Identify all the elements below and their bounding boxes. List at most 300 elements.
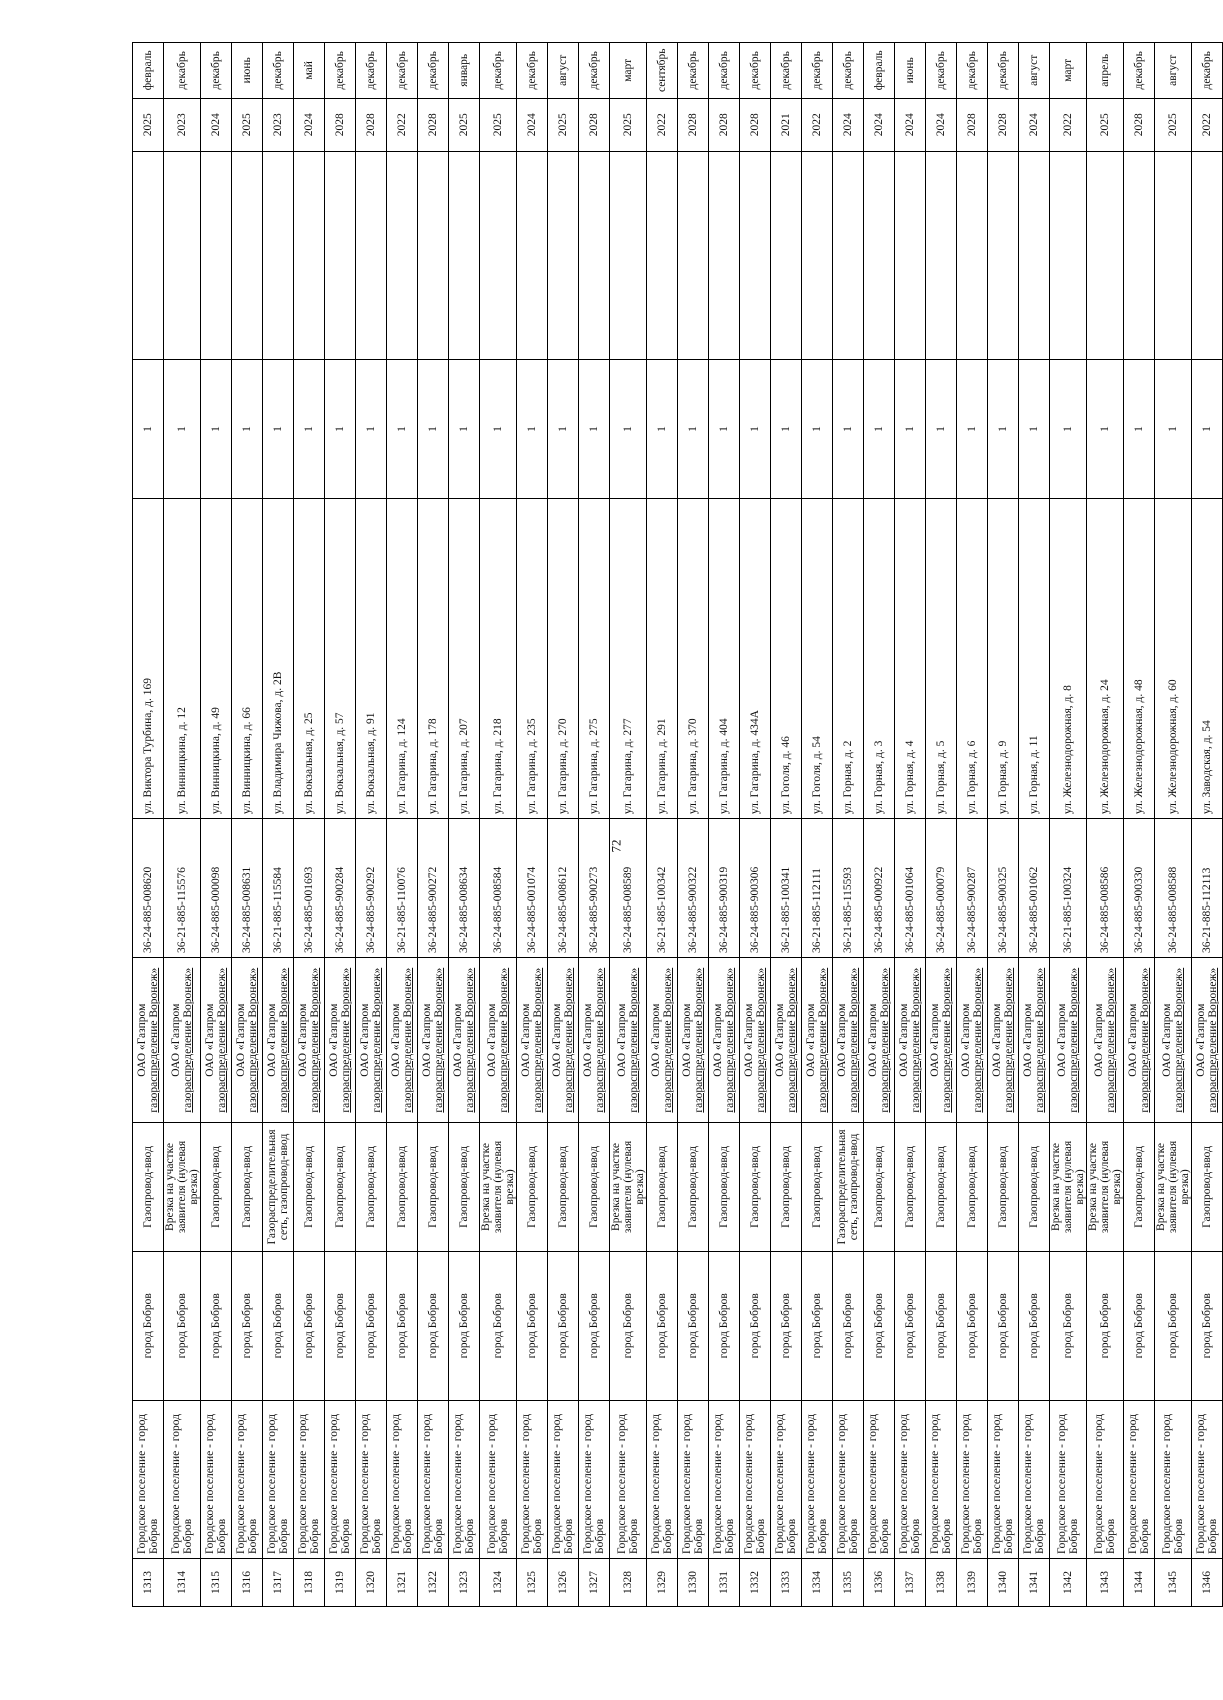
object-type-cell: Газопровод-ввод — [988, 1123, 1019, 1251]
locality-cell: город Бобров — [864, 1251, 895, 1400]
empty-cell — [610, 151, 647, 359]
municipality-cell: Городское поселение - город Бобров — [1192, 1400, 1223, 1558]
organization-line-1: ОАО «Газпром — [297, 1003, 309, 1077]
organization-line-2: газораспределение Воронеж» — [216, 967, 228, 1113]
municipality-cell: Городское поселение - город Бобров — [325, 1400, 356, 1558]
locality-cell: город Бобров — [1087, 1251, 1124, 1400]
quantity-cell: 1 — [480, 360, 517, 499]
row-number: 1330 — [678, 1558, 709, 1606]
organization-line-2: газораспределение Воронеж» — [1207, 967, 1219, 1113]
page-number: 72 — [608, 839, 624, 853]
object-code-cell: 36-24-885-900319 — [709, 819, 740, 958]
empty-cell — [647, 151, 678, 359]
organization-line-2: газораспределение Воронеж» — [247, 967, 259, 1113]
object-type-cell: Газопровод-ввод — [133, 1123, 164, 1251]
address-cell: ул. Гагарина, д. 235 — [517, 498, 548, 818]
row-number: 1328 — [610, 1558, 647, 1606]
organization-line-2: газораспределение Воронеж» — [1173, 967, 1185, 1113]
empty-cell — [926, 151, 957, 359]
row-number: 1326 — [548, 1558, 579, 1606]
table-row — [1087, 43, 1124, 1607]
table-row — [133, 43, 164, 1607]
organization-line-1: ОАО «Газпром — [960, 1003, 972, 1077]
organization-line-2: газораспределение Воронеж» — [278, 967, 290, 1113]
month-cell: декабрь — [802, 43, 833, 99]
object-code-cell: 36-21-885-115593 — [833, 819, 864, 958]
locality-cell: город Бобров — [579, 1251, 610, 1400]
month-cell: декабрь — [263, 43, 294, 99]
table-row — [1019, 43, 1050, 1607]
organization-line-1: ОАО «Газпром — [712, 1003, 724, 1077]
quantity-cell: 1 — [1019, 360, 1050, 499]
object-type-cell: Газопровод-ввод — [294, 1123, 325, 1251]
organization-line-2: газораспределение Воронеж» — [464, 967, 476, 1113]
address-cell: ул. Вокзальная, д. 57 — [325, 498, 356, 818]
object-type-cell: Газопровод-ввод — [356, 1123, 387, 1251]
year-cell: 2024 — [201, 98, 232, 151]
municipality-cell: Городское поселение - город Бобров — [356, 1400, 387, 1558]
address-cell: ул. Горная, д. 2 — [833, 498, 864, 818]
municipality-cell: Городское поселение - город Бобров — [740, 1400, 771, 1558]
row-number: 1342 — [1050, 1558, 1087, 1606]
locality-cell: город Бобров — [833, 1251, 864, 1400]
organization-line-2: газораспределение Воронеж» — [594, 967, 606, 1113]
row-number: 1325 — [517, 1558, 548, 1606]
municipality-cell: Городское поселение - город Бобров — [709, 1400, 740, 1558]
organization-line-1: ОАО «Газпром — [681, 1003, 693, 1077]
empty-cell — [579, 151, 610, 359]
address-cell: ул. Гагарина, д. 434А — [740, 498, 771, 818]
organization-line-2: газораспределение Воронеж» — [628, 967, 640, 1113]
quantity-cell: 1 — [1050, 360, 1087, 499]
object-type-cell: Газопровод-ввод — [678, 1123, 709, 1251]
address-cell: ул. Горная, д. 5 — [926, 498, 957, 818]
organization-line-1: ОАО «Газпром — [486, 1003, 498, 1077]
table-row — [294, 43, 325, 1607]
object-type-cell: Врезка на участке заявителя (нулевая врезка) — [480, 1123, 517, 1251]
object-code-cell: 36-24-885-000098 — [201, 819, 232, 958]
object-code-cell: 36-24-885-900330 — [1124, 819, 1155, 958]
empty-cell — [1155, 151, 1192, 359]
quantity-cell: 1 — [1124, 360, 1155, 499]
year-cell: 2025 — [548, 98, 579, 151]
year-cell: 2028 — [418, 98, 449, 151]
year-cell: 2022 — [802, 98, 833, 151]
municipality-cell: Городское поселение - город Бобров — [294, 1400, 325, 1558]
object-type-cell: Врезка на участке заявителя (нулевая врезка) — [164, 1123, 201, 1251]
organization-line-1: ОАО «Газпром — [616, 1003, 628, 1077]
locality-cell: город Бобров — [740, 1251, 771, 1400]
organization-line-2: газораспределение Воронеж» — [941, 967, 953, 1113]
empty-cell — [740, 151, 771, 359]
month-cell: март — [1050, 43, 1087, 99]
empty-cell — [771, 151, 802, 359]
organization-line-1: ОАО «Газпром — [390, 1003, 402, 1077]
organization-line-2: газораспределение Воронеж» — [662, 967, 674, 1113]
organization-line-1: ОАО «Газпром — [1056, 1003, 1068, 1077]
organization-cell — [418, 957, 449, 1122]
object-type-cell: Газораспределительная сеть, газопровод-ввод — [833, 1123, 864, 1251]
organization-line-1: ОАО «Газпром — [1127, 1003, 1139, 1077]
year-cell: 2028 — [325, 98, 356, 151]
table-row — [201, 43, 232, 1607]
organization-line-1: ОАО «Газпром — [520, 1003, 532, 1077]
locality-cell: город Бобров — [771, 1251, 802, 1400]
organization-line-2: газораспределение Воронеж» — [1068, 967, 1080, 1113]
row-number: 1317 — [263, 1558, 294, 1606]
organization-line-1: ОАО «Газпром — [359, 1003, 371, 1077]
table-row — [232, 43, 263, 1607]
address-cell: ул. Гагарина, д. 404 — [709, 498, 740, 818]
object-code-cell: 36-24-885-008584 — [480, 819, 517, 958]
year-cell: 2024 — [833, 98, 864, 151]
organization-line-2: газораспределение Воронеж» — [972, 967, 984, 1113]
organization-line-2: газораспределение Воронеж» — [532, 967, 544, 1113]
empty-cell — [480, 151, 517, 359]
quantity-cell: 1 — [647, 360, 678, 499]
municipality-cell: Городское поселение - город Бобров — [895, 1400, 926, 1558]
object-type-cell: Газопровод-ввод — [201, 1123, 232, 1251]
object-code-cell: 36-24-885-900272 — [418, 819, 449, 958]
address-cell: ул. Горная, д. 6 — [957, 498, 988, 818]
year-cell: 2025 — [480, 98, 517, 151]
empty-cell — [1087, 151, 1124, 359]
object-type-cell: Газопровод-ввод — [864, 1123, 895, 1251]
organization-line-1: ОАО «Газпром — [1022, 1003, 1034, 1077]
locality-cell: город Бобров — [1019, 1251, 1050, 1400]
organization-line-2: газораспределение Воронеж» — [402, 967, 414, 1113]
year-cell: 2022 — [1192, 98, 1223, 151]
quantity-cell: 1 — [387, 360, 418, 499]
quantity-cell: 1 — [201, 360, 232, 499]
table-row — [647, 43, 678, 1607]
year-cell: 2025 — [1087, 98, 1124, 151]
table-row — [164, 43, 201, 1607]
year-cell: 2028 — [740, 98, 771, 151]
month-cell: июнь — [895, 43, 926, 99]
month-cell: август — [1155, 43, 1192, 99]
registry-rows — [133, 43, 1223, 1607]
organization-cell — [201, 957, 232, 1122]
address-cell: ул. Горная, д. 3 — [864, 498, 895, 818]
month-cell: январь — [449, 43, 480, 99]
object-code-cell: 36-24-885-900322 — [678, 819, 709, 958]
organization-line-1: ОАО «Газпром — [235, 1003, 247, 1077]
month-cell: декабрь — [579, 43, 610, 99]
year-cell: 2028 — [356, 98, 387, 151]
organization-cell — [833, 957, 864, 1122]
organization-line-2: газораспределение Воронеж» — [755, 967, 767, 1113]
organization-line-1: ОАО «Газпром — [774, 1003, 786, 1077]
address-cell: ул. Гагарина, д. 218 — [480, 498, 517, 818]
organization-line-1: ОАО «Газпром — [421, 1003, 433, 1077]
table-row — [1050, 43, 1087, 1607]
organization-line-2: газораспределение Воронеж» — [433, 967, 445, 1113]
organization-line-1: ОАО «Газпром — [328, 1003, 340, 1077]
month-cell: декабрь — [164, 43, 201, 99]
empty-cell — [164, 151, 201, 359]
address-cell: ул. Гоголя, д. 54 — [802, 498, 833, 818]
empty-cell — [1192, 151, 1223, 359]
organization-cell — [1192, 957, 1223, 1122]
locality-cell: город Бобров — [449, 1251, 480, 1400]
object-code-cell: 36-21-885-100342 — [647, 819, 678, 958]
organization-cell — [771, 957, 802, 1122]
locality-cell: город Бобров — [988, 1251, 1019, 1400]
object-code-cell: 36-24-885-008586 — [1087, 819, 1124, 958]
row-number: 1344 — [1124, 1558, 1155, 1606]
row-number: 1337 — [895, 1558, 926, 1606]
row-number: 1320 — [356, 1558, 387, 1606]
locality-cell: город Бобров — [610, 1251, 647, 1400]
row-number: 1335 — [833, 1558, 864, 1606]
object-type-cell: Газопровод-ввод — [1124, 1123, 1155, 1251]
address-cell: ул. Горная, д. 11 — [1019, 498, 1050, 818]
object-type-cell: Газопровод-ввод — [709, 1123, 740, 1251]
address-cell: ул. Гагарина, д. 275 — [579, 498, 610, 818]
municipality-cell: Городское поселение - город Бобров — [1087, 1400, 1124, 1558]
organization-line-1: ОАО «Газпром — [136, 1003, 148, 1077]
quantity-cell: 1 — [1087, 360, 1124, 499]
organization-cell — [988, 957, 1019, 1122]
registry-table-rotated — [132, 42, 1219, 1607]
quantity-cell: 1 — [1155, 360, 1192, 499]
organization-cell — [802, 957, 833, 1122]
municipality-cell: Городское поселение - город Бобров — [988, 1400, 1019, 1558]
locality-cell: город Бобров — [647, 1251, 678, 1400]
object-type-cell: Врезка на участке заявителя (нулевая врезка) — [1087, 1123, 1124, 1251]
year-cell: 2024 — [864, 98, 895, 151]
object-type-cell: Газораспределительная сеть, газопровод-ввод — [263, 1123, 294, 1251]
municipality-cell: Городское поселение - город Бобров — [1019, 1400, 1050, 1558]
municipality-cell: Городское поселение - город Бобров — [647, 1400, 678, 1558]
municipality-cell: Городское поселение - город Бобров — [449, 1400, 480, 1558]
empty-cell — [418, 151, 449, 359]
year-cell: 2025 — [610, 98, 647, 151]
empty-cell — [1124, 151, 1155, 359]
year-cell: 2021 — [771, 98, 802, 151]
quantity-cell: 1 — [449, 360, 480, 499]
year-cell: 2024 — [926, 98, 957, 151]
locality-cell: город Бобров — [164, 1251, 201, 1400]
table-row — [678, 43, 709, 1607]
row-number: 1319 — [325, 1558, 356, 1606]
organization-line-1: ОАО «Газпром — [1161, 1003, 1173, 1077]
address-cell: ул. Гагарина, д. 291 — [647, 498, 678, 818]
object-code-cell: 36-21-885-112113 — [1192, 819, 1223, 958]
row-number: 1345 — [1155, 1558, 1192, 1606]
year-cell: 2022 — [387, 98, 418, 151]
object-code-cell: 36-21-885-115584 — [263, 819, 294, 958]
locality-cell: город Бобров — [133, 1251, 164, 1400]
locality-cell: город Бобров — [709, 1251, 740, 1400]
organization-line-2: газораспределение Воронеж» — [817, 967, 829, 1113]
quantity-cell: 1 — [709, 360, 740, 499]
locality-cell: город Бобров — [480, 1251, 517, 1400]
municipality-cell: Городское поселение - город Бобров — [610, 1400, 647, 1558]
row-number: 1346 — [1192, 1558, 1223, 1606]
month-cell: декабрь — [387, 43, 418, 99]
empty-cell — [1019, 151, 1050, 359]
year-cell: 2028 — [579, 98, 610, 151]
municipality-cell: Городское поселение - город Бобров — [802, 1400, 833, 1558]
year-cell: 2022 — [1050, 98, 1087, 151]
empty-cell — [1050, 151, 1087, 359]
organization-cell — [926, 957, 957, 1122]
locality-cell: город Бобров — [1192, 1251, 1223, 1400]
quantity-cell: 1 — [1192, 360, 1223, 499]
organization-cell — [678, 957, 709, 1122]
quantity-cell: 1 — [548, 360, 579, 499]
organization-line-1: ОАО «Газпром — [452, 1003, 464, 1077]
empty-cell — [802, 151, 833, 359]
object-code-cell: 36-24-885-008589 — [610, 819, 647, 958]
organization-line-2: газораспределение Воронеж» — [148, 967, 160, 1113]
month-cell: декабрь — [709, 43, 740, 99]
object-code-cell: 36-24-885-008612 — [548, 819, 579, 958]
municipality-cell: Городское поселение - город Бобров — [926, 1400, 957, 1558]
row-number: 1316 — [232, 1558, 263, 1606]
object-type-cell: Газопровод-ввод — [802, 1123, 833, 1251]
municipality-cell: Городское поселение - город Бобров — [957, 1400, 988, 1558]
organization-cell — [449, 957, 480, 1122]
row-number: 1318 — [294, 1558, 325, 1606]
object-code-cell: 36-24-885-008588 — [1155, 819, 1192, 958]
quantity-cell: 1 — [988, 360, 1019, 499]
quantity-cell: 1 — [740, 360, 771, 499]
month-cell: август — [548, 43, 579, 99]
address-cell: ул. Горная, д. 4 — [895, 498, 926, 818]
organization-line-1: ОАО «Газпром — [1093, 1003, 1105, 1077]
organization-cell — [740, 957, 771, 1122]
row-number: 1332 — [740, 1558, 771, 1606]
empty-cell — [709, 151, 740, 359]
object-code-cell: 36-24-885-900325 — [988, 819, 1019, 958]
organization-line-1: ОАО «Газпром — [991, 1003, 1003, 1077]
empty-cell — [325, 151, 356, 359]
municipality-cell: Городское поселение - город Бобров — [1124, 1400, 1155, 1558]
locality-cell: город Бобров — [517, 1251, 548, 1400]
month-cell: август — [1019, 43, 1050, 99]
organization-cell — [895, 957, 926, 1122]
organization-line-2: газораспределение Воронеж» — [371, 967, 383, 1113]
month-cell: декабрь — [957, 43, 988, 99]
row-number: 1323 — [449, 1558, 480, 1606]
object-code-cell: 36-21-885-100341 — [771, 819, 802, 958]
object-code-cell: 36-24-885-900287 — [957, 819, 988, 958]
organization-line-2: газораспределение Воронеж» — [309, 967, 321, 1113]
row-number: 1324 — [480, 1558, 517, 1606]
organization-line-2: газораспределение Воронеж» — [879, 967, 891, 1113]
municipality-cell: Городское поселение - город Бобров — [771, 1400, 802, 1558]
month-cell: декабрь — [201, 43, 232, 99]
organization-line-1: ОАО «Газпром — [929, 1003, 941, 1077]
row-number: 1314 — [164, 1558, 201, 1606]
object-type-cell: Газопровод-ввод — [1019, 1123, 1050, 1251]
month-cell: декабрь — [418, 43, 449, 99]
month-cell: февраль — [133, 43, 164, 99]
organization-line-1: ОАО «Газпром — [170, 1003, 182, 1077]
table-row — [517, 43, 548, 1607]
object-code-cell: 36-24-885-001064 — [895, 819, 926, 958]
row-number: 1321 — [387, 1558, 418, 1606]
object-type-cell: Газопровод-ввод — [232, 1123, 263, 1251]
organization-cell — [232, 957, 263, 1122]
locality-cell: город Бобров — [548, 1251, 579, 1400]
year-cell: 2023 — [263, 98, 294, 151]
table-row — [957, 43, 988, 1607]
row-number: 1313 — [133, 1558, 164, 1606]
municipality-cell: Городское поселение - город Бобров — [263, 1400, 294, 1558]
quantity-cell: 1 — [164, 360, 201, 499]
quantity-cell: 1 — [133, 360, 164, 499]
row-number: 1341 — [1019, 1558, 1050, 1606]
year-cell: 2024 — [294, 98, 325, 151]
address-cell: ул. Винницкина, д. 49 — [201, 498, 232, 818]
municipality-cell: Городское поселение - город Бобров — [164, 1400, 201, 1558]
object-type-cell: Газопровод-ввод — [740, 1123, 771, 1251]
empty-cell — [833, 151, 864, 359]
locality-cell: город Бобров — [926, 1251, 957, 1400]
month-cell: декабрь — [1124, 43, 1155, 99]
row-number: 1338 — [926, 1558, 957, 1606]
municipality-cell: Городское поселение - город Бобров — [201, 1400, 232, 1558]
organization-line-1: ОАО «Газпром — [805, 1003, 817, 1077]
month-cell: декабрь — [1192, 43, 1223, 99]
year-cell: 2022 — [647, 98, 678, 151]
locality-cell: город Бобров — [1050, 1251, 1087, 1400]
address-cell: ул. Железнодорожная, д. 24 — [1087, 498, 1124, 818]
object-type-cell: Газопровод-ввод — [579, 1123, 610, 1251]
month-cell: декабрь — [356, 43, 387, 99]
municipality-cell: Городское поселение - город Бобров — [418, 1400, 449, 1558]
empty-cell — [449, 151, 480, 359]
organization-cell — [864, 957, 895, 1122]
table-row — [833, 43, 864, 1607]
quantity-cell: 1 — [771, 360, 802, 499]
municipality-cell: Городское поселение - город Бобров — [579, 1400, 610, 1558]
quantity-cell: 1 — [610, 360, 647, 499]
empty-cell — [232, 151, 263, 359]
address-cell: ул. Владимира Чижова, д. 2В — [263, 498, 294, 818]
locality-cell: город Бобров — [294, 1251, 325, 1400]
organization-line-2: газораспределение Воронеж» — [693, 967, 705, 1113]
organization-line-2: газораспределение Воронеж» — [498, 967, 510, 1113]
locality-cell: город Бобров — [418, 1251, 449, 1400]
table-row — [579, 43, 610, 1607]
year-cell: 2024 — [517, 98, 548, 151]
table-row — [325, 43, 356, 1607]
object-type-cell: Газопровод-ввод — [957, 1123, 988, 1251]
object-type-cell: Газопровод-ввод — [517, 1123, 548, 1251]
table-row — [709, 43, 740, 1607]
address-cell: ул. Гагарина, д. 207 — [449, 498, 480, 818]
row-number: 1334 — [802, 1558, 833, 1606]
locality-cell: город Бобров — [802, 1251, 833, 1400]
address-cell: ул. Железнодорожная, д. 8 — [1050, 498, 1087, 818]
organization-line-2: газораспределение Воронеж» — [1105, 967, 1117, 1113]
organization-line-1: ОАО «Газпром — [266, 1003, 278, 1077]
municipality-cell: Городское поселение - город Бобров — [517, 1400, 548, 1558]
organization-line-2: газораспределение Воронеж» — [910, 967, 922, 1113]
object-code-cell: 36-24-885-008631 — [232, 819, 263, 958]
table-row — [610, 43, 647, 1607]
locality-cell: город Бобров — [356, 1251, 387, 1400]
locality-cell: город Бобров — [325, 1251, 356, 1400]
quantity-cell: 1 — [263, 360, 294, 499]
organization-cell — [1155, 957, 1192, 1122]
object-code-cell: 36-24-885-900273 — [579, 819, 610, 958]
